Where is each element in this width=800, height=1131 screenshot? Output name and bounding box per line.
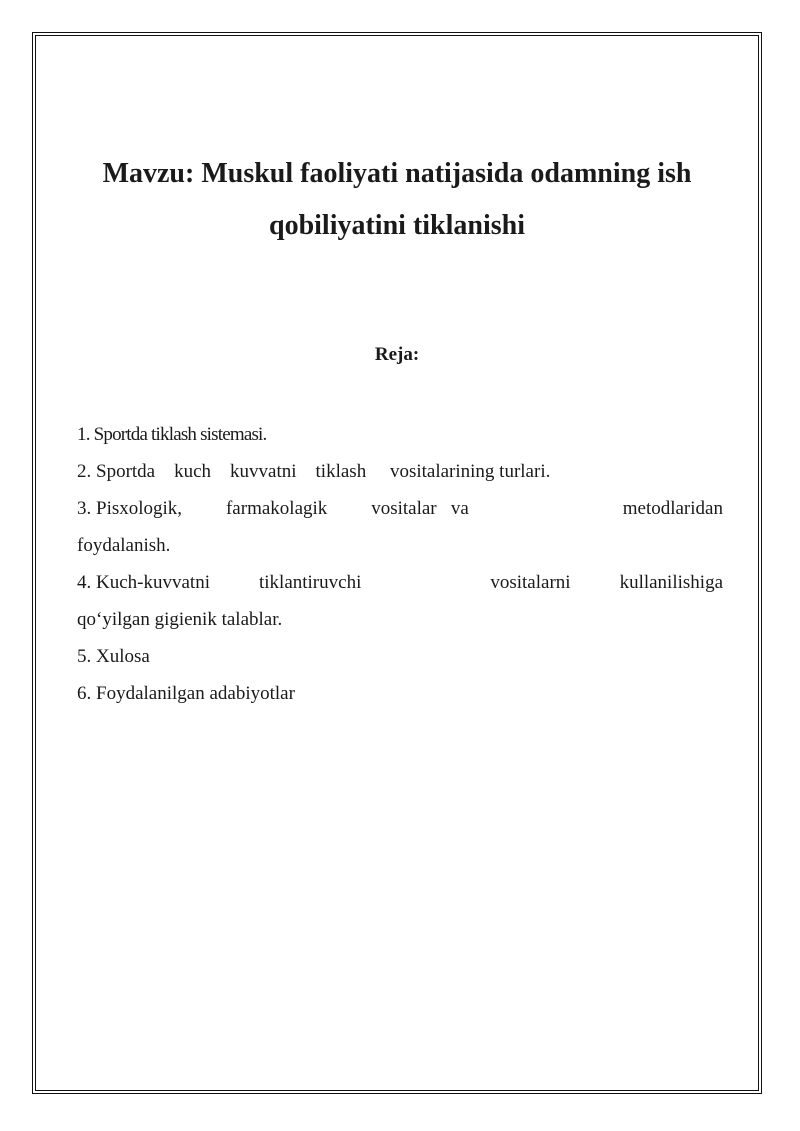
list-item: [77, 675, 723, 712]
list-item: [77, 638, 723, 675]
list-item: [77, 564, 723, 638]
plan-item-3-word: metodlaridan: [622, 498, 723, 519]
plan-item-6: 6. Foydalanilgan adabiyotlar: [77, 683, 295, 704]
plan-item-4-word: tiklantiruvchi: [258, 572, 362, 593]
plan-item-4-line-1: [77, 564, 723, 601]
list-item: [77, 490, 723, 564]
plan-item-3-word: vositalar va: [371, 498, 469, 519]
plan-item-4-word: kullanilishiga: [619, 572, 723, 593]
plan-item-3-word: farmakolagik: [225, 498, 328, 519]
plan-item-4-line-2: qo‘yilgan gigienik talablar.: [77, 609, 283, 630]
plan-item-4-word: vositalarni: [490, 572, 571, 593]
page-title: [40, 148, 754, 252]
plan-item-1: 1. Sportda tiklash sistemasi.: [77, 424, 267, 445]
plan-heading: Reja:: [374, 344, 420, 365]
plan-list: [77, 416, 723, 712]
list-item: [77, 453, 723, 490]
plan-item-2: 2. Sportda kuch kuvvatni tiklash vositalarining turlari.: [77, 461, 551, 482]
title-line-2: qobiliyatini tiklanishi: [269, 210, 525, 241]
list-item: [77, 416, 723, 453]
plan-item-3-line-1: [77, 490, 723, 527]
plan-item-3-word: 3. Pisxologik,: [77, 498, 183, 519]
plan-item-3-line-2: foydalanish.: [77, 535, 171, 556]
plan-item-5: 5. Xulosa: [77, 646, 150, 667]
title-line-1: Mavzu: Muskul faoliyati natijasida odamning ish: [102, 158, 692, 189]
plan-item-4-word: 4. Kuch-kuvvatni: [77, 572, 210, 593]
